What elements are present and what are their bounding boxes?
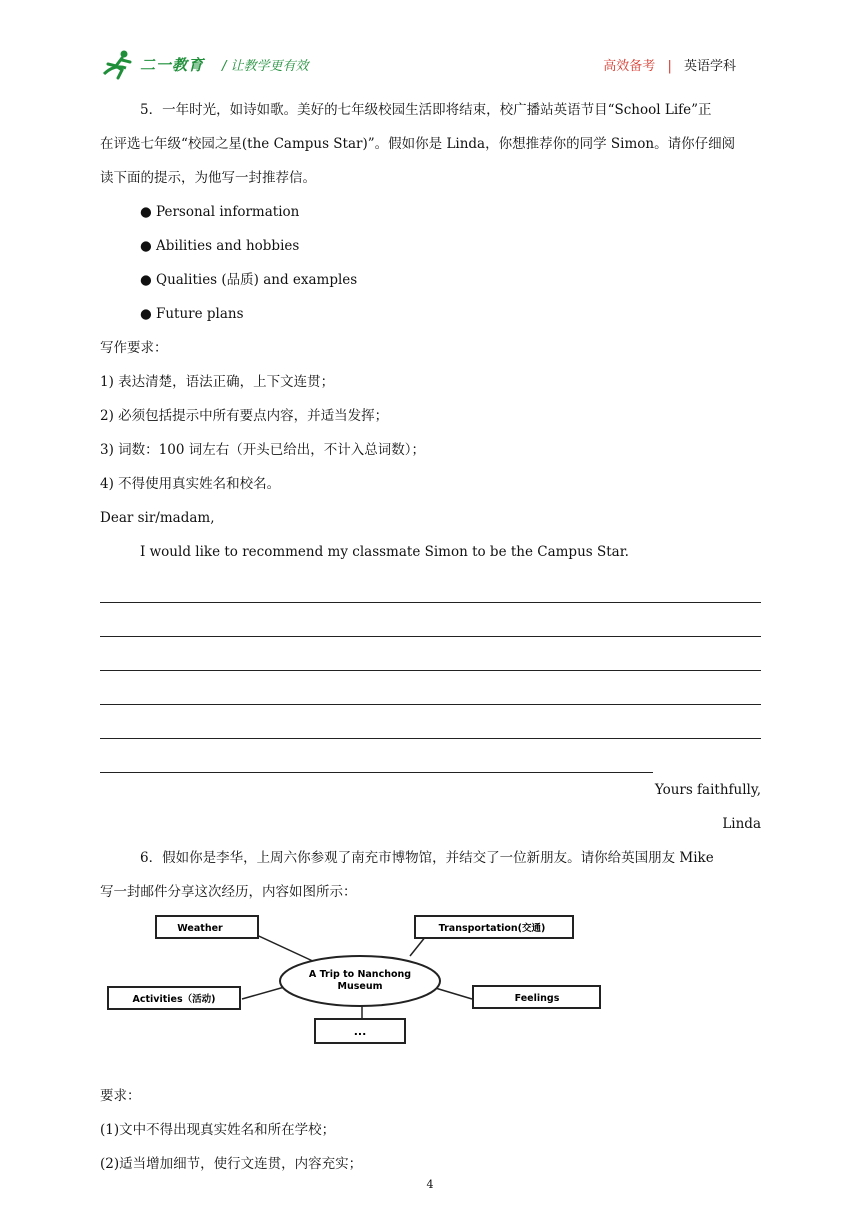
q6-intro-line: 6．假如你是李华，上周六你参观了南充市博物馆，并结交了一位新朋友。请你给英国朋友 Mike [140, 850, 714, 866]
salutation: Dear sir/madam, [100, 510, 215, 526]
writing-line[interactable] [100, 739, 653, 773]
letter-closing: Yours faithfully, [654, 782, 761, 798]
logo-text: 二一教育 [140, 55, 205, 74]
header-subject: 英语学科 [683, 59, 736, 74]
requirement-item: 1) 表达清楚，语法正确，上下文连贯； [100, 374, 335, 390]
center-node-label: Museum [337, 981, 383, 992]
writing-line[interactable] [100, 637, 761, 671]
writing-line[interactable] [100, 603, 761, 637]
list-item: ● Personal information [140, 204, 300, 220]
activities-node-label: Activities（活动) [132, 994, 216, 1005]
document-body [100, 93, 761, 1181]
logo [100, 48, 204, 80]
q6-intro-line: 写一封邮件分享这次经历，内容如图所示： [100, 884, 357, 900]
header-tag: 高效备考 [603, 59, 656, 74]
page-header [0, 0, 860, 90]
requirements-title: 要求： [100, 1088, 141, 1104]
writing-line[interactable] [100, 671, 761, 705]
center-node-label: A Trip to Nanchong [308, 969, 412, 980]
slogan: / 让教学更有效 [222, 59, 309, 74]
more-node-label: ... [353, 1025, 367, 1038]
q5-intro-line: 5．一年时光，如诗如歌。美好的七年级校园生活即将结束，校广播站英语节目“School Life”正 [140, 102, 712, 118]
letter-opening: I would like to recommend my classmate Simon to be the Campus Star. [140, 544, 629, 560]
requirements-title: 写作要求： [100, 340, 168, 356]
writing-line[interactable] [100, 705, 761, 739]
list-item: ● Future plans [140, 306, 244, 322]
list-item-text: Personal information [156, 204, 300, 220]
feelings-node-label: Feelings [514, 993, 560, 1004]
runner-logo-icon [100, 48, 138, 80]
weather-node-label: Weather [177, 923, 223, 934]
writing-line[interactable] [100, 569, 761, 603]
q5-intro-line: 在评选七年级“校园之星(the Campus Star)”。假如你是 Linda，你想推荐你的同学 Simon。请你仔细阅 [100, 136, 736, 152]
list-item-text: Future plans [156, 306, 244, 322]
requirement-item: (1)文中不得出现真实姓名和所在学校； [100, 1122, 336, 1138]
header-right [603, 55, 736, 74]
list-item-text: Qualities (品质) and examples [156, 272, 358, 288]
transportation-node-label: Transportation(交通) [438, 923, 546, 934]
header-separator: | [667, 59, 672, 74]
mind-map-diagram [100, 909, 761, 1079]
requirement-item: 2) 必须包括提示中所有要点内容，并适当发挥； [100, 408, 389, 424]
q5-intro-line: 读下面的提示，为他写一封推荐信。 [100, 170, 316, 186]
requirement-item: 3) 词数：100 词左右（开头已给出，不计入总词数）； [100, 442, 425, 458]
page-number: 4 [426, 1178, 434, 1191]
list-item: ● Qualities (品质) and examples [140, 272, 358, 288]
list-item-text: Abilities and hobbies [156, 238, 300, 254]
letter-signature: Linda [722, 816, 761, 832]
requirement-item: (2)适当增加细节，使行文连贯，内容充实； [100, 1156, 363, 1172]
requirement-item: 4) 不得使用真实姓名和校名。 [100, 476, 281, 492]
list-item: ● Abilities and hobbies [140, 238, 300, 254]
